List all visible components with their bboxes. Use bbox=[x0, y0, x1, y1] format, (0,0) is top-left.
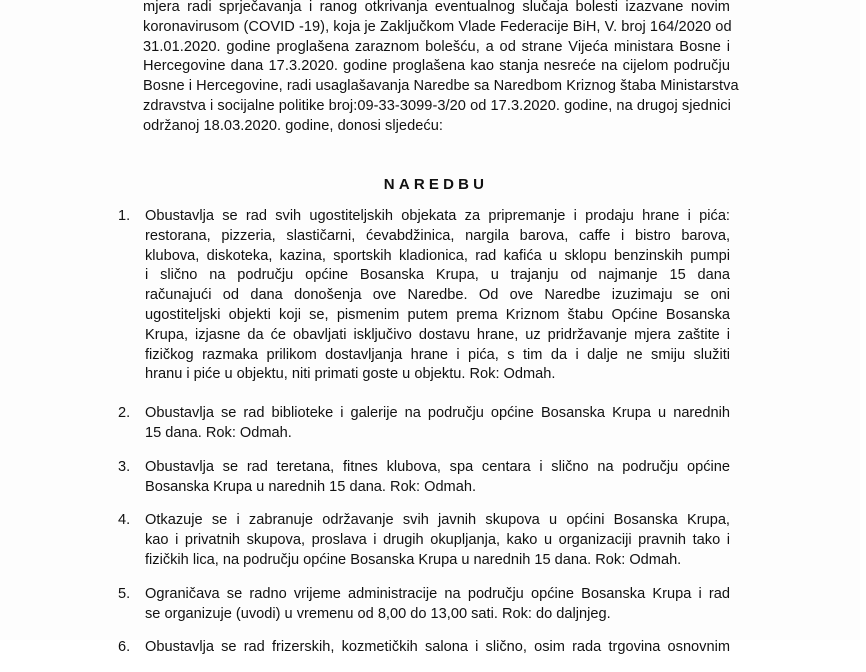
item-text bbox=[145, 458, 738, 498]
item-line: Obustavlja se rad frizerskih, kozmetičkih salona i slično, osim rada trgovina osnovnim bbox=[145, 639, 730, 656]
item-number: 5. bbox=[118, 585, 131, 602]
item-line: Bosanska Krupa u narednih 15 dana. Rok: Odmah. bbox=[145, 478, 477, 495]
item-line: Obustavlja se rad svih ugostiteljskih objekata za pripremanje i prodaju hrane i pića: bbox=[145, 208, 730, 224]
item-line: ugostiteljski objekti koji se, pismenim putem prema Kriznom štabu Općine Bosanska bbox=[145, 306, 730, 323]
item-text bbox=[145, 585, 738, 625]
item-number: 1. bbox=[118, 208, 131, 224]
intro-line: održanoj 18.03.2020. godine, donosi sljedeću: bbox=[143, 117, 444, 134]
item-line: Obustavlja se rad biblioteke i galerije na području općine Bosanska Krupa u narednih bbox=[145, 405, 730, 422]
item-line: hranu i piće u objektu, niti primati goste u objektu. Rok: Odmah. bbox=[145, 366, 556, 383]
intro-line: zdravstva i socijalne politike broj:09-33-3099-3/20 od 17.3.2020. godine, na drugoj sjednici bbox=[143, 97, 731, 114]
item-line: klubova, diskoteka, kazina, sportskih kladionica, rad kafića u sklopu benzinskih pumpi bbox=[145, 247, 730, 264]
item-line: restorana, pizzeria, slastičarni, ćevabdžinica, nargila barova, caffe i bistro barova, bbox=[145, 227, 730, 244]
item-line: se organizuje (uvodi) u vremenu od 8,00 do 13,00 sati. Rok: do daljnjeg. bbox=[145, 605, 611, 622]
item-number: 4. bbox=[118, 512, 131, 529]
intro-line: Hercegovine dana 17.3.2020. godine proglašena kao stanja nesreće na cijelom području bbox=[143, 58, 730, 75]
item-line: Ograničava se radno vrijeme administracije na području općine Bosanska Krupa i rad bbox=[145, 585, 730, 602]
item-line: kao i privatnih skupova, proslava i drugih okupljanja, kako u organizaciji pravnih tako i bbox=[145, 532, 730, 549]
intro-line: koronavirusom (COVID -19), koja je Zaključkom Vlade Federacije BiH, V. broj 164/2020 od bbox=[143, 18, 732, 35]
item-line: Krupa, izjasne da će obavljati isključivo dostavu hrane, uz pridržavanje mjera zaštite i bbox=[145, 326, 730, 343]
item-text bbox=[145, 207, 738, 385]
item-number: 6. bbox=[118, 639, 131, 656]
item-line: računajući od dana donošenja ove Naredbe. Od ove Naredbe izuzimaju se oni bbox=[145, 287, 730, 304]
item-text bbox=[145, 638, 738, 658]
order-item bbox=[118, 585, 738, 625]
item-text bbox=[145, 404, 738, 444]
intro-line: mjera radi sprječavanja i ranog otkrivanja eventualnog slučaja bolesti izazvane novim bbox=[143, 0, 730, 15]
order-item bbox=[118, 404, 738, 444]
intro-line: Bosne i Hercegovine, radi usaglašavanja Naredbe sa Naredbom Kriznog štaba Ministarstva bbox=[143, 78, 739, 95]
order-item bbox=[118, 511, 738, 570]
order-item bbox=[118, 638, 738, 658]
item-line: 15 dana. Rok: Odmah. bbox=[145, 424, 292, 441]
item-line: Obustavlja se rad teretana, fitnes klubova, spa centara i slično na području općine bbox=[145, 458, 730, 475]
order-item bbox=[118, 207, 738, 385]
item-line: fizičkih lica, na području općine Bosanska Krupa u narednih 15 dana. Rok: Odmah. bbox=[145, 551, 682, 568]
item-number: 2. bbox=[118, 405, 131, 422]
item-text bbox=[145, 511, 738, 570]
item-line: Otkazuje se i zabranuje održavanje svih javnih skupova u općini Bosanska Krupa, bbox=[145, 512, 730, 529]
document-title: NAREDBU bbox=[383, 176, 489, 193]
item-line: i slično na području općine Bosanska Krupa, u trajanju od najmanje 15 dana bbox=[145, 267, 730, 284]
intro-line: 31.01.2020. godine proglašena zaraznom bolešću, a od strane Vijeća ministara Bosne i bbox=[143, 38, 730, 55]
order-list bbox=[118, 207, 738, 672]
item-line: fizičkog razmaka prilikom dostavljanja hrane i pića, s tim da i dalje ne smiju služiti bbox=[145, 346, 730, 363]
intro-paragraph bbox=[143, 0, 739, 137]
order-item bbox=[118, 458, 738, 498]
item-number: 3. bbox=[118, 458, 131, 475]
